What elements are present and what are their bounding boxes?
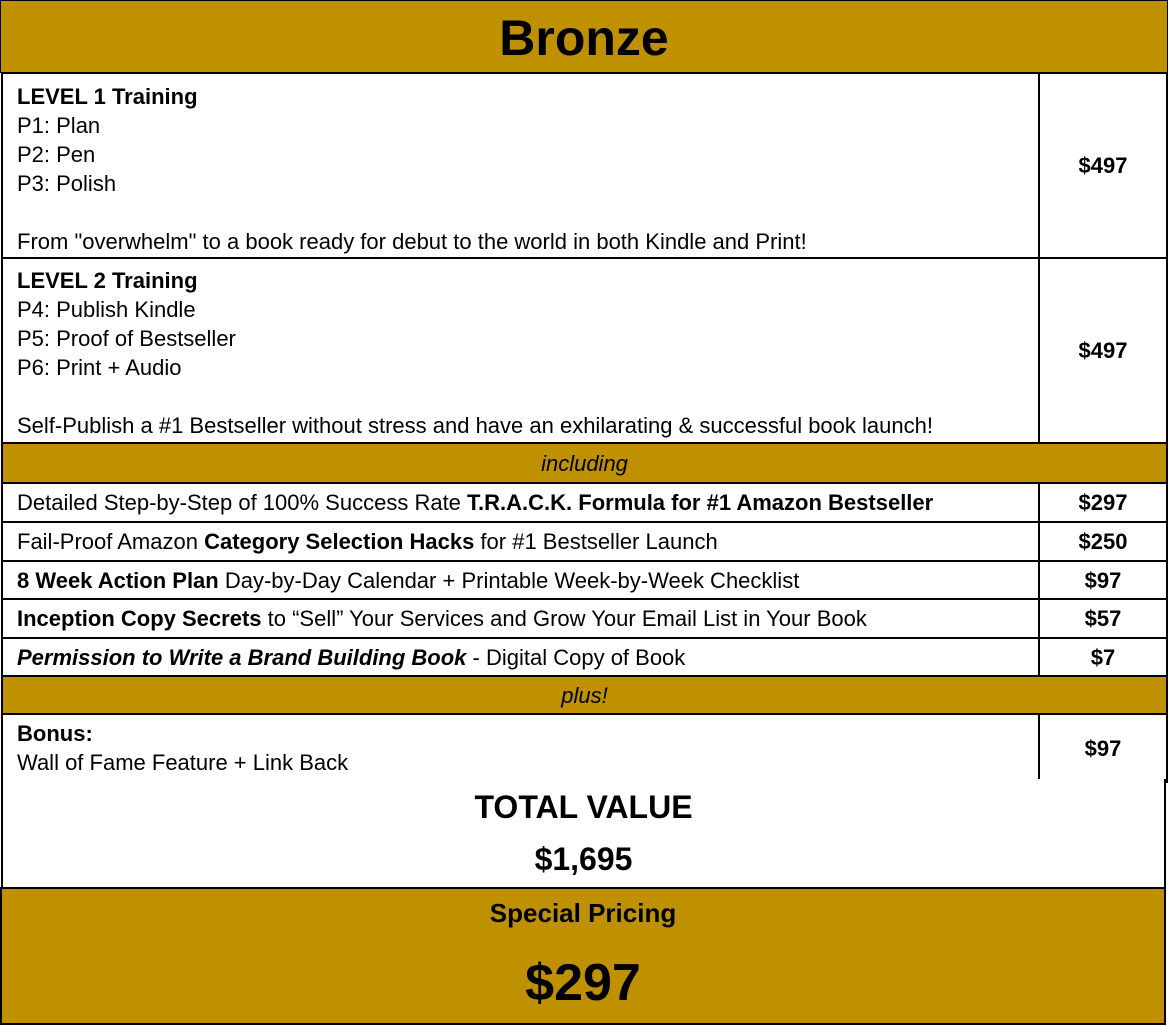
bonus-price: $97 [1039, 714, 1167, 782]
level1-heading: LEVEL 1 Training [17, 83, 198, 109]
extra-description [2, 599, 1039, 638]
total-value-label: TOTAL VALUE [474, 789, 693, 825]
extra-row [2, 483, 1167, 522]
including-separator-row [2, 443, 1167, 483]
extra-highlight: Permission to Write a Brand Building Book [17, 644, 467, 670]
extra-text: Day-by-Day Calendar + Printable Week-by-Week Checklist [218, 567, 800, 593]
extra-description [2, 638, 1039, 676]
level1-item: P1: Plan [17, 112, 101, 138]
plan-title: Bronze [0, 0, 1168, 73]
extra-price: $7 [1039, 638, 1167, 676]
level1-description-cell [2, 73, 1039, 258]
extra-price: $250 [1039, 522, 1167, 561]
level1-row [2, 73, 1167, 258]
level1-item: P3: Polish [17, 170, 117, 196]
plus-separator-row [2, 676, 1167, 714]
extra-description [2, 561, 1039, 599]
extra-row [2, 638, 1167, 676]
extra-text: Detailed Step-by-Step of 100% Success Rate [17, 490, 468, 515]
level2-item: P5: Proof of Bestseller [17, 325, 236, 351]
extra-highlight: Category Selection Hacks [204, 529, 475, 554]
extra-description [2, 483, 1039, 522]
level2-tagline: Self-Publish a #1 Bestseller without stress and have an exhilarating & successful book launch! [17, 412, 933, 438]
extra-text: for #1 Bestseller Launch [474, 529, 718, 554]
bonus-text: Wall of Fame Feature + Link Back [17, 750, 349, 775]
level1-price: $497 [1039, 73, 1167, 258]
level2-price: $497 [1039, 258, 1167, 443]
extra-price: $57 [1039, 599, 1167, 638]
extra-highlight: T.R.A.C.K. Formula for #1 Amazon Bestseller [467, 490, 934, 515]
extra-row [2, 522, 1167, 561]
bonus-description [2, 714, 1039, 782]
extra-highlight: 8 Week Action Plan [17, 567, 219, 593]
extra-text: Fail-Proof Amazon [17, 529, 205, 554]
level1-tagline: From "overwhelm" to a book ready for debut to the world in both Kindle and Print! [17, 228, 807, 254]
level1-item: P2: Pen [17, 141, 96, 167]
level2-heading: LEVEL 2 Training [17, 267, 198, 293]
extra-highlight: Inception Copy Secrets [17, 606, 262, 631]
level2-description-cell [2, 258, 1039, 443]
bonus-heading: Bonus: [17, 721, 93, 746]
total-value-section [1, 779, 1166, 887]
total-value-amount: $1,695 [534, 841, 633, 877]
level2-row [2, 258, 1167, 443]
level2-item: P6: Print + Audio [17, 354, 182, 380]
level2-item: P4: Publish Kindle [17, 296, 196, 322]
bonus-row [2, 714, 1167, 782]
plus-label: plus! [2, 676, 1167, 714]
including-label: including [2, 443, 1167, 483]
extra-text: - Digital Copy of Book [466, 644, 686, 670]
extra-price: $297 [1039, 483, 1167, 522]
extra-row [2, 599, 1167, 638]
extra-description [2, 522, 1039, 561]
extra-row [2, 561, 1167, 599]
special-pricing-amount: $297 [525, 954, 641, 1012]
special-pricing-section [0, 887, 1166, 1025]
special-pricing-label: Special Pricing [489, 898, 677, 928]
extra-price: $97 [1039, 561, 1167, 599]
extra-text: to “Sell” Your Services and Grow Your Email List in Your Book [261, 606, 867, 631]
pricing-table [1, 72, 1168, 783]
